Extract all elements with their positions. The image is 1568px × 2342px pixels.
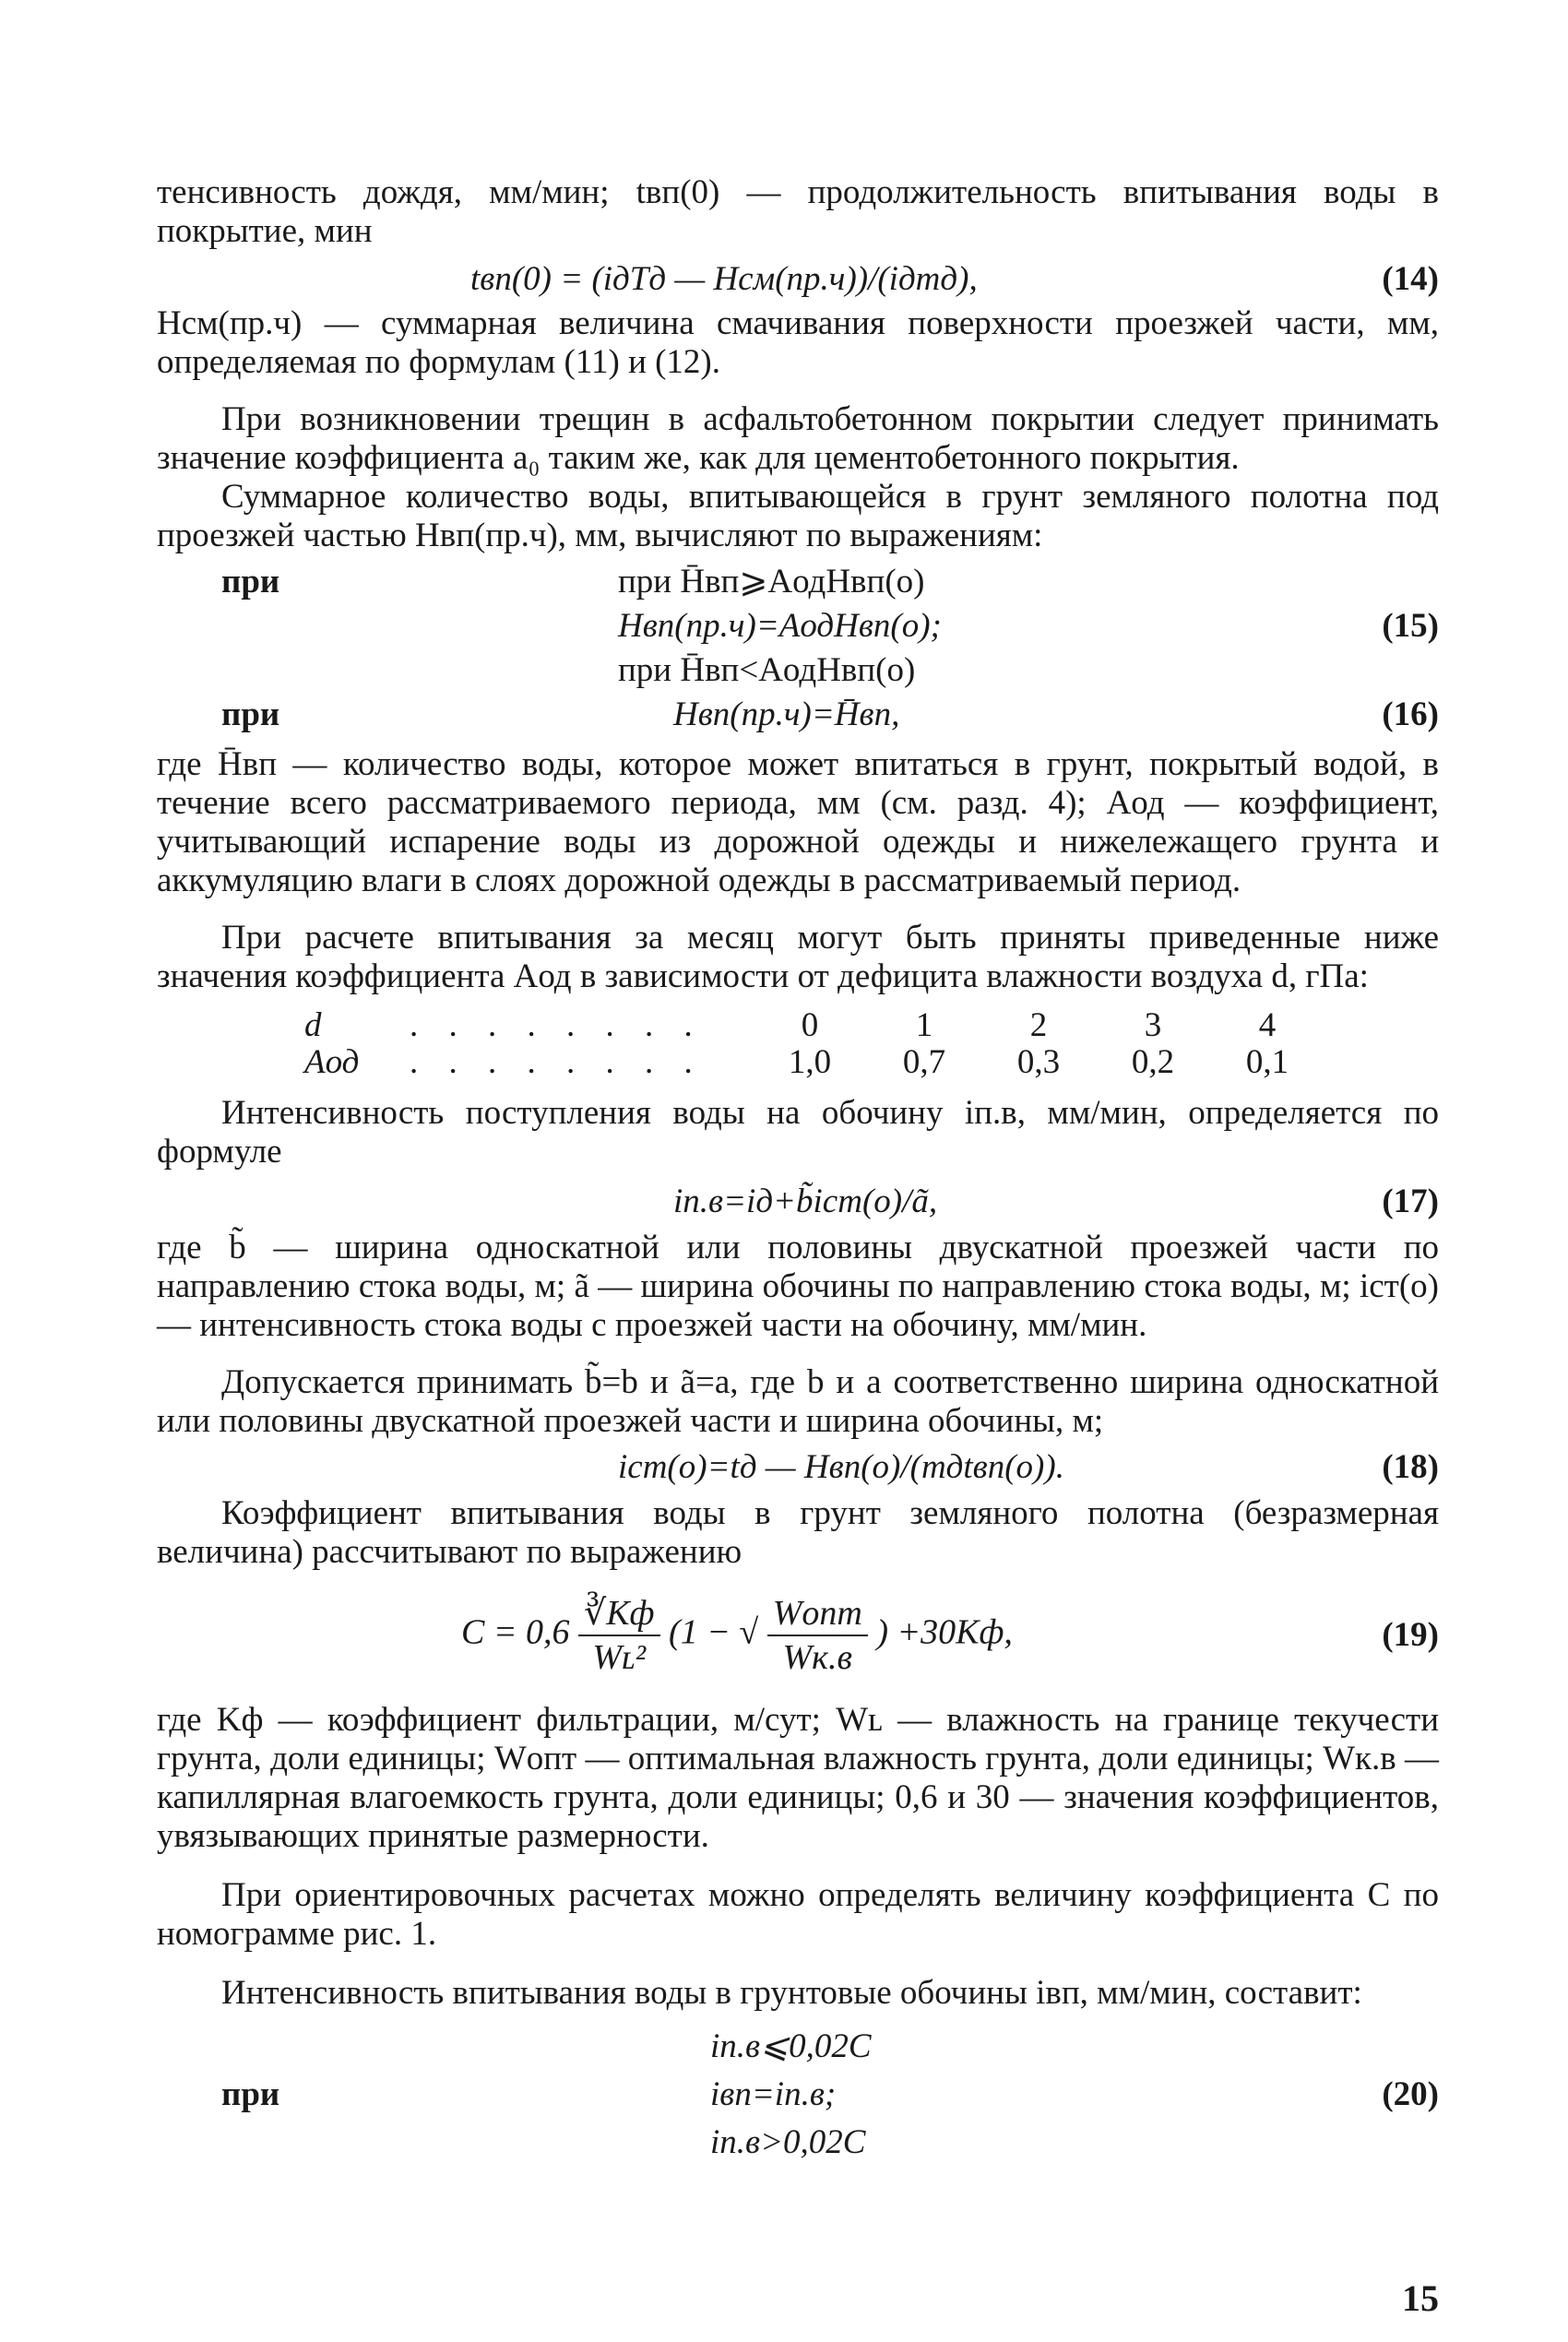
table-row bbox=[304, 1044, 1336, 1081]
equation-14: tвп(0) = (iдTд — Hсм(пр.ч))/(iдmд), bbox=[470, 260, 978, 298]
table-cell: 3 bbox=[1144, 1006, 1162, 1044]
paragraph-intensity: Интенсивность поступления воды на обочину iп.в, мм/мин, определяется по формуле bbox=[157, 1094, 1439, 1171]
equation-20-row bbox=[157, 2070, 1439, 2118]
condition-20a: iп.в⩽0,02C bbox=[710, 2027, 872, 2065]
paragraph-where-19: где Kф — коэффициент фильтрации, м/сут; Wʟ — влажность на границе текучести грунта, доли единицы; Wопт — оптимальная влажность грунта, доли единицы; Wк.в — капиллярная влагоемкость грунта, доли единицы; 0,6 и 30 — значения коэффициентов, увязывающих принятые размерности. bbox=[157, 1701, 1439, 1855]
eq19-denominator: Wʟ² bbox=[592, 1638, 647, 1677]
eq19-inner-fraction bbox=[767, 1592, 868, 1679]
coefficient-table bbox=[304, 1007, 1336, 1081]
paragraph-sum: Суммарное количество воды, впитывающейся в грунт земляного полотна под проезжей частью Hвп(пр.ч), мм, вычисляют по выражениям: bbox=[157, 478, 1439, 554]
equation-17-number: (17) bbox=[1382, 1183, 1439, 1220]
equation-18-row bbox=[157, 1441, 1439, 1494]
condition-15: при H̄вп⩾AодHвп(о) bbox=[618, 563, 925, 600]
condition-20b-row bbox=[157, 2118, 1439, 2166]
eq19-tail: ) +30Kф, bbox=[876, 1612, 1013, 1652]
table-cell: 0,7 bbox=[902, 1043, 946, 1081]
equation-20: iвп=iп.в; bbox=[710, 2075, 837, 2113]
paragraph-shoulder: Интенсивность впитывания воды в грунтовые обочины iвп, мм/мин, составит: bbox=[221, 1974, 1362, 2012]
paragraph-hcm: Hсм(пр.ч) — суммарная величина смачивания поверхности проезжей части, мм, определяемая по формулам (11) и (12). bbox=[157, 304, 1439, 381]
equation-16: Hвп(пр.ч)=H̄вп, bbox=[673, 695, 900, 733]
table-cell: 1,0 bbox=[788, 1043, 832, 1081]
eq19-lhs: C = 0,6 bbox=[461, 1612, 570, 1652]
equation-19-number: (19) bbox=[1382, 1616, 1439, 1654]
paragraph-nomogram: При ориентировочных расчетах можно определять величину коэффициента C по номограмме рис. 1. bbox=[157, 1876, 1439, 1953]
equation-16-number: (16) bbox=[1382, 695, 1439, 733]
equation-17: iп.в=iд+b̃iст(о)/ã, bbox=[673, 1183, 938, 1220]
condition-20b: iп.в>0,02C bbox=[710, 2123, 866, 2161]
condition-16: при H̄вп<AодHвп(о) bbox=[618, 651, 916, 689]
equation-14-row bbox=[157, 251, 1439, 304]
paragraph-cracks: При возникновении трещин в асфальтобетонном покрытии следует принимать значение коэффициента a₀ таким же, как для цементобетонного покрытия. bbox=[157, 400, 1439, 477]
equation-16-row bbox=[157, 695, 1439, 745]
paragraph-month: При расчете впитывания за месяц могут быть приняты приведенные ниже значения коэффициента Aод в зависимости от дефицита влажности воздуха d, гПа: bbox=[157, 919, 1439, 995]
equation-15-number: (15) bbox=[1382, 607, 1439, 645]
paragraph-coefficient-c: Коэффициент впитывания воды в грунт земляного полотна (безразмерная величина) рассчитывают по выражению bbox=[157, 1494, 1439, 1571]
paragraph-where-17: где b̃ — ширина односкатной или половины двускатной проезжей части по направлению стока воды, м; ã — ширина обочины по направлению стока воды, м; iст(о) — интенсивность стока воды с проезжей части на обочину, мм/мин. bbox=[157, 1229, 1439, 1344]
equation-15: Hвп(пр.ч)=AодHвп(о); bbox=[618, 607, 942, 645]
dot-leader: . . . . . . . . bbox=[410, 1043, 704, 1081]
table-cell: 0 bbox=[801, 1006, 819, 1044]
table-cell: 1 bbox=[915, 1006, 933, 1044]
pri-label-15: при bbox=[221, 563, 280, 600]
paragraph-allow: Допускается принимать b̃=b и ã=a, где b и a соответственно ширина односкатной или половины двускатной проезжей части и ширина обочины, м; bbox=[157, 1363, 1439, 1440]
dot-leader: . . . . . . . . bbox=[410, 1006, 704, 1044]
pri-label-20: при bbox=[221, 2075, 280, 2113]
eq19-middle: (1 − √ bbox=[669, 1612, 759, 1652]
table-cell: 2 bbox=[1029, 1006, 1048, 1044]
eq19-inner-numerator: Wопт bbox=[767, 1592, 868, 1636]
table-cell: 0,3 bbox=[1016, 1043, 1061, 1081]
pri-label-16: при bbox=[221, 695, 280, 733]
eq19-numerator: ∛Kф bbox=[578, 1592, 660, 1636]
table-row bbox=[304, 1007, 1336, 1044]
condition-15-row bbox=[157, 563, 1439, 607]
page-number: 15 bbox=[1402, 2277, 1439, 2319]
condition-16-row bbox=[157, 651, 1439, 695]
table-cell: 0,2 bbox=[1131, 1043, 1175, 1081]
equation-18: iст(о)=tд — Hвп(о)/(mдtвп(о)). bbox=[618, 1448, 1064, 1486]
row-label: d bbox=[304, 1006, 322, 1044]
row-label: Aод bbox=[304, 1043, 360, 1081]
equation-18-number: (18) bbox=[1382, 1448, 1439, 1486]
equation-14-number: (14) bbox=[1382, 260, 1439, 298]
paragraph-where-15: где H̄вп — количество воды, которое может впитаться в грунт, покрытый водой, в течение всего рассматриваемого периода, мм (см. разд. 4); Aод — коэффициент, учитывающий испарение воды из дорожной одежды и нижележащего грунта и аккумуляцию влаги в слоях дорожной одежды в рассматриваемый период. bbox=[157, 745, 1439, 899]
equation-20-number: (20) bbox=[1382, 2075, 1439, 2113]
eq19-inner-denominator: Wк.в bbox=[782, 1638, 852, 1677]
equation-19-row bbox=[157, 1572, 1439, 1701]
table-cell: 4 bbox=[1258, 1006, 1277, 1044]
paragraph-top: тенсивность дождя, мм/мин; tвп(0) — продолжительность впитывания воды в покрытие, мин bbox=[157, 173, 1439, 250]
condition-20a-row bbox=[157, 2022, 1439, 2070]
equation-17-row bbox=[157, 1171, 1439, 1229]
eq19-fraction bbox=[578, 1592, 660, 1679]
text-column bbox=[157, 173, 1439, 2166]
equation-19 bbox=[461, 1592, 1013, 1679]
table-cell: 0,1 bbox=[1245, 1043, 1289, 1081]
equation-15-row bbox=[157, 607, 1439, 651]
